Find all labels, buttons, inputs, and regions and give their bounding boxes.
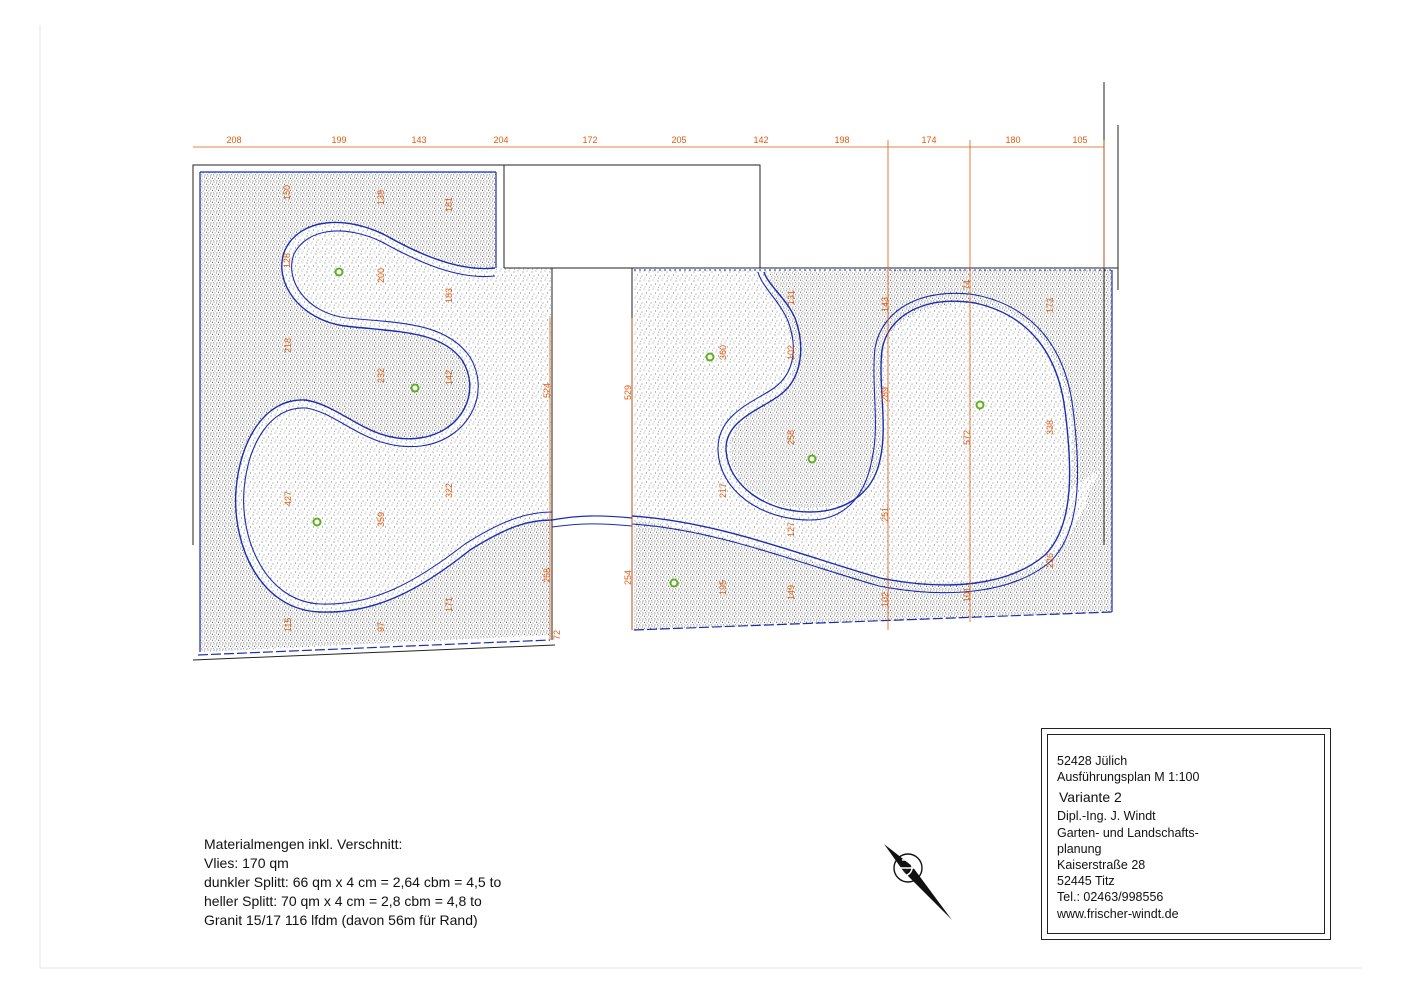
dim-top-label: 198 — [834, 135, 850, 145]
title-variant: Variante 2 — [1059, 789, 1122, 806]
dim-label: 254 — [623, 569, 633, 585]
dim-top-label: 172 — [582, 135, 598, 145]
dim-label: 289 — [880, 386, 890, 402]
plant-icon — [707, 354, 714, 361]
materials-line: Vlies: 170 qm — [204, 855, 289, 871]
dim-label: 218 — [283, 337, 293, 353]
dim-label: 360 — [718, 344, 728, 360]
dim-label: 572 — [962, 429, 972, 445]
dim-label: 427 — [283, 490, 293, 506]
right-bed — [632, 268, 1112, 630]
dim-label: 181 — [444, 196, 454, 212]
title-plan: Ausführungsplan M 1:100 — [1057, 770, 1200, 785]
dim-label: 115 — [283, 617, 293, 632]
dim-label: 127 — [786, 521, 796, 537]
dim-label: 74 — [962, 279, 972, 290]
dim-label: 359 — [376, 511, 386, 527]
dim-label: 173 — [1045, 297, 1055, 313]
dim-label: 251 — [880, 506, 890, 522]
title-block — [1041, 728, 1331, 940]
dim-label: 268 — [542, 567, 552, 583]
dim-label: 183 — [444, 287, 454, 303]
dim-label: 200 — [376, 267, 386, 283]
dim-label: 149 — [786, 584, 796, 600]
plant-icon — [809, 456, 816, 463]
title-company-line1: Garten- und Landschafts- — [1057, 825, 1199, 840]
materials-line: heller Splitt: 70 qm x 4 cm = 2,8 cbm = 4,8 to — [204, 893, 482, 909]
dim-top-label: 180 — [1005, 135, 1021, 145]
dim-label: 131 — [786, 289, 796, 305]
dim-label: 138 — [376, 189, 386, 205]
title-web: www.frischer-windt.de — [1057, 906, 1179, 921]
dim-label: 97 — [376, 621, 386, 632]
plant-icon — [314, 519, 321, 526]
dim-top-label: 143 — [411, 135, 427, 145]
title-city: 52445 Titz — [1057, 874, 1115, 889]
dim-label: 529 — [623, 384, 633, 400]
title-company-line2: planung — [1057, 841, 1102, 856]
dim-top-label: 142 — [753, 135, 769, 145]
title-block-inner — [1047, 734, 1325, 934]
top-dimension-labels — [226, 135, 1087, 145]
dim-label: 226 — [1045, 552, 1055, 568]
plant-icon — [412, 385, 419, 392]
title-phone: Tel.: 02463/998556 — [1057, 890, 1164, 905]
plant-icon — [336, 269, 343, 276]
dim-label: 128 — [282, 252, 292, 268]
dim-label: 101 — [962, 586, 972, 602]
plant-icon — [671, 580, 678, 587]
dim-label: 143 — [880, 296, 890, 312]
title-author: Dipl.-Ing. J. Windt — [1057, 809, 1156, 824]
dim-label: 102 — [880, 591, 890, 607]
dim-top-label: 204 — [493, 135, 509, 145]
dim-label: 232 — [376, 367, 386, 383]
dim-label: 217 — [718, 482, 728, 498]
materials-line: Granit 15/17 116 lfdm (davon 56m für Rand) — [204, 912, 478, 928]
materials-line: dunkler Splitt: 66 qm x 4 cm = 2,64 cbm = 4,5 to — [204, 874, 502, 890]
dim-label: 322 — [444, 482, 454, 498]
dim-label: 171 — [444, 596, 454, 612]
left-bed — [193, 165, 555, 660]
dim-label: 102 — [786, 344, 796, 360]
dim-label: 524 — [542, 382, 552, 398]
dim-top-label: 199 — [331, 135, 347, 145]
dim-top-label: 208 — [226, 135, 242, 145]
north-arrow-icon — [884, 844, 952, 920]
dim-top-label: 174 — [921, 135, 937, 145]
dim-label: 338 — [1045, 419, 1055, 435]
terrace-outline — [504, 82, 1118, 290]
dim-label: 258 — [786, 429, 796, 445]
materials-note — [204, 835, 501, 930]
title-street: Kaiserstraße 28 — [1057, 858, 1146, 873]
title-location: 52428 Jülich — [1057, 754, 1128, 768]
dim-label: 195 — [718, 579, 728, 595]
dim-label: 72 — [552, 629, 562, 640]
plant-icon — [977, 402, 984, 409]
dim-label: 142 — [444, 369, 454, 385]
dim-top-label: 105 — [1072, 135, 1088, 145]
materials-title: Materialmengen inkl. Verschnitt: — [204, 836, 403, 852]
dim-top-label: 205 — [671, 135, 687, 145]
dim-label: 150 — [282, 184, 292, 200]
